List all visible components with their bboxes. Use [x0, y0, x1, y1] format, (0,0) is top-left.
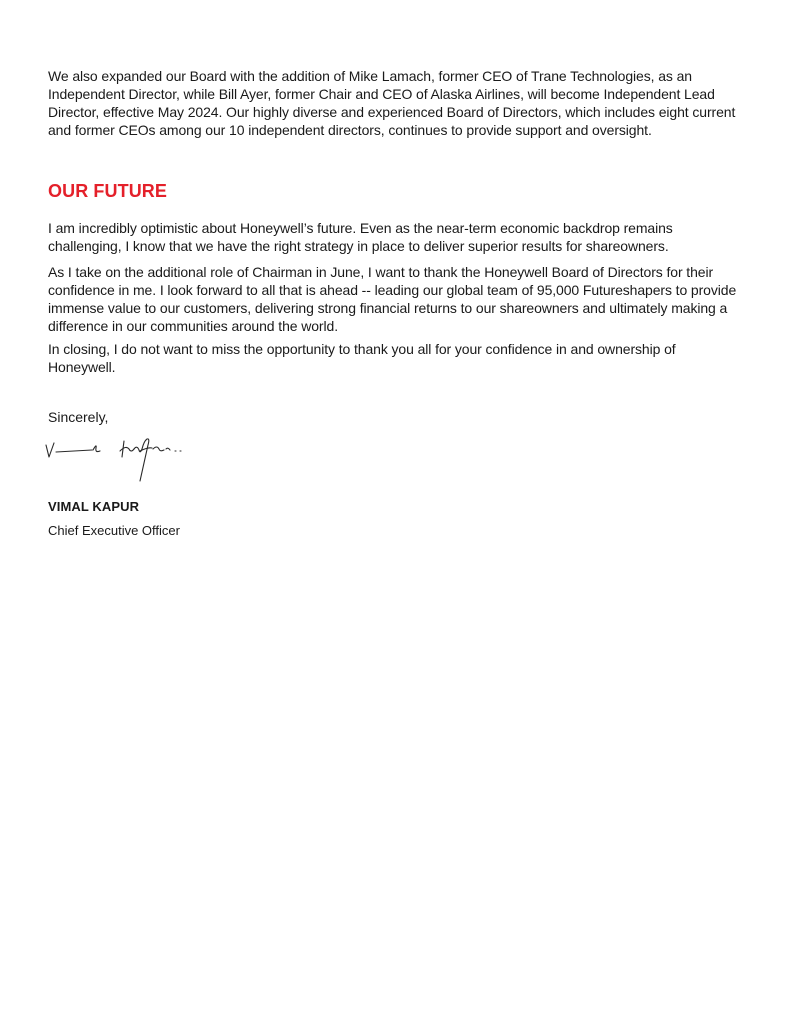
optimism-paragraph: I am incredibly optimistic about Honeywell’s future. Even as the near-term economic backdrop remains challenging, I know that we have the right strategy in place to deliver superior results for shareowners. [48, 220, 673, 254]
signer-name: VIMAL KAPUR [48, 499, 140, 514]
signer-title: Chief Executive Officer [48, 523, 180, 538]
signature-image [44, 435, 194, 489]
letter-page [48, 67, 738, 538]
closing-salutation: Sincerely, [48, 409, 109, 425]
board-paragraph: We also expanded our Board with the addition of Mike Lamach, former CEO of Trane Technologies, as an Independent Director, while Bill Ayer, former Chair and CEO of Alaska Airlines, will become Independent Lead Director, effective May 2024. Our highly diverse and experienced Board of Directors, which includes eight current and former CEOs among our 10 independent directors, continues to provide support and oversight. [48, 68, 736, 138]
closing-paragraph: In closing, I do not want to miss the opportunity to thank you all for your confidence in and ownership of Honeywell. [48, 341, 676, 375]
section-heading-our-future: OUR FUTURE [48, 181, 167, 201]
chairman-paragraph: As I take on the additional role of Chairman in June, I want to thank the Honeywell Board of Directors for their confidence in me. I look forward to all that is ahead -- leading our global team of 95,000 Futureshapers to provide immense value to our customers, delivering strong financial returns to our shareowners and ultimately making a difference in our communities around the world. [48, 264, 737, 334]
